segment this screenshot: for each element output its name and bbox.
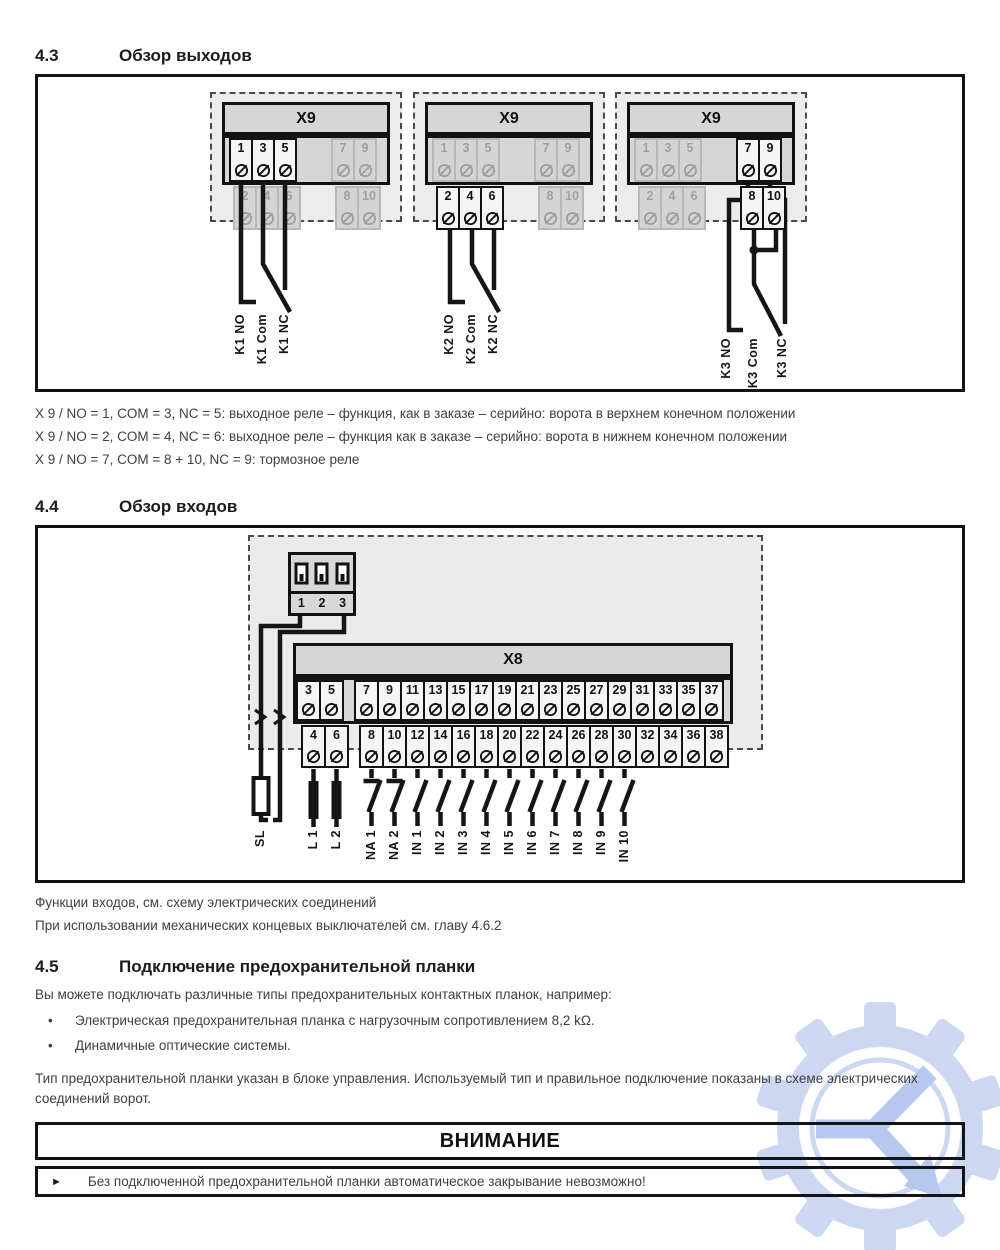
component-label: SL xyxy=(253,830,267,847)
screw-terminal-icon xyxy=(763,163,778,178)
x9-relay-k3-diagram xyxy=(615,92,807,392)
terminal-number: 8 xyxy=(748,189,756,203)
screw-terminal-icon xyxy=(683,163,698,178)
screw-terminal-icon xyxy=(565,211,580,226)
screw-terminal-icon xyxy=(256,163,271,178)
terminal-cell xyxy=(446,680,471,721)
no-switch-icon xyxy=(484,769,496,826)
screw-terminal-icon xyxy=(612,702,627,717)
terminal-number: 17 xyxy=(474,683,489,697)
terminal-number: 10 xyxy=(767,189,781,203)
terminal-number: 8 xyxy=(368,728,375,742)
screw-terminal-icon xyxy=(278,163,293,178)
terminal-cell xyxy=(538,186,562,230)
nc-switch-icon xyxy=(364,769,381,826)
terminal-cell xyxy=(277,186,301,230)
screw-terminal-icon xyxy=(234,163,249,178)
no-switch-icon xyxy=(576,769,588,826)
terminal-number: 1 xyxy=(440,141,448,155)
component-label: IN 4 xyxy=(479,830,493,855)
pin-number: 3 xyxy=(339,595,347,610)
component-label: IN 2 xyxy=(433,830,447,855)
terminal-cell xyxy=(331,138,355,182)
terminal-cell xyxy=(432,138,456,182)
terminal-number: 23 xyxy=(543,683,558,697)
terminal-cell xyxy=(762,186,786,230)
no-switch-icon xyxy=(461,769,473,826)
screw-terminal-icon xyxy=(359,702,374,717)
terminal-number: 10 xyxy=(387,728,402,742)
terminal-cell xyxy=(357,186,381,230)
outputs-notes xyxy=(35,402,965,471)
note-line: При использовании механических концевых выключателей см. главу 4.6.2 xyxy=(35,918,502,933)
terminal-cell xyxy=(740,186,764,230)
terminal-number: 2 xyxy=(646,189,654,203)
terminal-cell xyxy=(682,186,706,230)
terminal-cell xyxy=(561,680,586,721)
wire-label: K3 NO xyxy=(719,338,733,379)
terminal-number: 6 xyxy=(690,189,698,203)
outputs-diagram-frame xyxy=(35,74,965,392)
nc-switch-icon xyxy=(387,769,404,826)
terminal-number: 11 xyxy=(405,683,420,697)
screw-terminal-icon xyxy=(543,211,558,226)
terminal-number: 3 xyxy=(664,141,672,155)
screw-terminal-icon xyxy=(301,702,316,717)
screw-terminal-icon xyxy=(741,163,756,178)
terminal-number: 34 xyxy=(663,728,678,742)
screw-terminal-icon xyxy=(451,702,466,717)
component-label: IN 10 xyxy=(617,830,631,863)
terminal-number: 4 xyxy=(668,189,676,203)
note-line: X 9 / NO = 1, COM = 3, NC = 5: выходное реле – функция, как в заказе – серийно: ворота в верхнем конечном положении xyxy=(35,406,796,421)
terminal-number: 5 xyxy=(328,683,335,697)
bullet-item xyxy=(35,1011,965,1030)
screw-terminal-icon xyxy=(709,749,724,764)
bullet-item xyxy=(35,1036,965,1055)
screw-terminal-icon xyxy=(687,211,702,226)
section-title: Подключение предохранительной планки xyxy=(119,957,476,976)
x9-relay-k1-diagram xyxy=(210,92,402,392)
attention-header-box xyxy=(35,1122,965,1160)
terminal-row-even xyxy=(235,185,381,231)
pin-number: 2 xyxy=(318,595,326,610)
terminal-cell xyxy=(660,186,684,230)
terminal-cell xyxy=(353,138,377,182)
component-label: IN 8 xyxy=(571,830,585,855)
type-note-paragraph: Тип предохранительной планки указан в блоке управления. Используемый тип и правильное подключение показаны в схеме электрических соединений ворот. xyxy=(35,1071,918,1106)
screw-terminal-icon xyxy=(704,702,719,717)
terminal-number: 6 xyxy=(285,189,293,203)
terminal-cell xyxy=(634,138,658,182)
terminal-cell xyxy=(538,680,563,721)
terminal-number: 9 xyxy=(386,683,393,697)
screw-terminal-icon xyxy=(329,749,344,764)
wire-label: K1 Com xyxy=(255,314,269,365)
screw-terminal-icon xyxy=(745,211,760,226)
screw-terminal-icon xyxy=(459,163,474,178)
screw-terminal-icon xyxy=(481,163,496,178)
warning-note-box xyxy=(35,1166,965,1197)
terminal-number: 13 xyxy=(428,683,443,697)
terminal-cell xyxy=(681,725,706,768)
terminal-number: 20 xyxy=(502,728,517,742)
inputs-notes xyxy=(35,891,965,937)
terminal-cell xyxy=(423,680,448,721)
wire-label: K2 Com xyxy=(464,314,478,365)
terminal-row-even xyxy=(640,185,786,231)
terminal-cell xyxy=(255,186,279,230)
wire-label: K2 NO xyxy=(442,314,456,355)
terminal-cell xyxy=(458,186,482,230)
terminal-number: 2 xyxy=(241,189,249,203)
screw-terminal-icon xyxy=(441,211,456,226)
inputs-diagram-frame xyxy=(35,525,965,883)
terminal-cell xyxy=(497,725,522,768)
screw-terminal-icon xyxy=(594,749,609,764)
terminal-cell xyxy=(492,680,517,721)
screw-terminal-icon xyxy=(571,749,586,764)
screw-terminal-icon xyxy=(548,749,563,764)
bullet-text: Электрическая предохранительная планка с нагрузочным сопротивлением 8,2 kΩ. xyxy=(75,1013,595,1028)
terminal-cell xyxy=(515,680,540,721)
terminal-cell xyxy=(699,680,724,721)
resistor-icon xyxy=(254,778,269,814)
terminal-cell xyxy=(273,138,297,182)
terminal-number: 31 xyxy=(635,683,650,697)
terminal-number: 37 xyxy=(704,683,719,697)
note-line: X 9 / NO = 2, COM = 4, NC = 6: выходное реле – функция как в заказе – серийно: ворота в нижнем конечном положении xyxy=(35,429,788,444)
screw-terminal-icon xyxy=(364,749,379,764)
bullet-text: Динамичные оптические системы. xyxy=(75,1038,291,1053)
terminal-cell xyxy=(607,680,632,721)
terminal-block-label: X9 xyxy=(627,102,795,135)
pin-number: 1 xyxy=(297,595,305,610)
terminal-cell xyxy=(638,186,662,230)
terminal-cell xyxy=(301,725,326,768)
screw-terminal-icon xyxy=(767,211,782,226)
screw-terminal-icon xyxy=(543,702,558,717)
section-number: 4.5 xyxy=(35,957,59,976)
component-label: IN 7 xyxy=(548,830,562,855)
screw-terminal-icon xyxy=(640,749,655,764)
terminal-number: 38 xyxy=(709,728,724,742)
screw-terminal-icon xyxy=(358,163,373,178)
wire-label: K2 NC xyxy=(486,314,500,355)
terminal-cell xyxy=(678,138,702,182)
component-label: IN 3 xyxy=(456,830,470,855)
warning-text: Без подключенной предохранительной планки автоматическое закрывание невозможно! xyxy=(87,1174,646,1189)
terminal-cell xyxy=(436,186,460,230)
wire-label: K3 NC xyxy=(775,338,789,379)
screw-terminal-icon xyxy=(410,749,425,764)
terminal-cell xyxy=(736,138,760,182)
section-4-5-heading xyxy=(35,957,965,977)
screw-terminal-icon xyxy=(561,163,576,178)
terminal-number: 9 xyxy=(564,141,572,155)
terminal-number: 2 xyxy=(444,189,452,203)
section-title: Обзор входов xyxy=(119,497,238,516)
component-label: IN 1 xyxy=(410,830,424,855)
terminal-cell xyxy=(560,186,584,230)
no-switch-icon xyxy=(415,769,427,826)
screw-terminal-icon xyxy=(387,749,402,764)
terminal-cell xyxy=(451,725,476,768)
terminal-number: 4 xyxy=(310,728,317,742)
terminal-cell xyxy=(658,725,683,768)
terminal-number: 7 xyxy=(542,141,550,155)
screw-terminal-icon xyxy=(643,211,658,226)
terminal-number: 21 xyxy=(520,683,535,697)
component-label: IN 6 xyxy=(525,830,539,855)
note-line: X 9 / NO = 7, COM = 8 + 10, NC = 9: тормозное реле xyxy=(35,452,360,467)
terminal-number: 36 xyxy=(686,728,701,742)
warning-arrow-icon: ► xyxy=(51,1175,62,1188)
terminal-number: 12 xyxy=(410,728,425,742)
component-label: IN 5 xyxy=(502,830,516,855)
terminal-number: 25 xyxy=(566,683,581,697)
wire-label: K1 NC xyxy=(277,314,291,355)
terminal-row-even xyxy=(303,724,729,769)
terminal-cell xyxy=(474,725,499,768)
terminal-number: 14 xyxy=(433,728,448,742)
no-switch-icon xyxy=(530,769,542,826)
terminal-number: 30 xyxy=(617,728,632,742)
bullet-glyph: • xyxy=(48,1038,53,1053)
component-label: L 2 xyxy=(329,830,343,850)
terminal-cell xyxy=(359,725,384,768)
terminal-cell xyxy=(612,725,637,768)
terminal-cell xyxy=(476,138,500,182)
terminal-number: 18 xyxy=(479,728,494,742)
terminal-cell xyxy=(405,725,430,768)
terminal-number: 19 xyxy=(497,683,512,697)
screw-terminal-icon xyxy=(437,163,452,178)
section-4-3-heading xyxy=(35,46,965,66)
terminal-number: 6 xyxy=(333,728,340,742)
terminal-number: 5 xyxy=(484,141,492,155)
no-switch-icon xyxy=(599,769,611,826)
terminal-number: 8 xyxy=(343,189,351,203)
lamp-icon xyxy=(309,781,319,819)
terminal-number: 1 xyxy=(237,141,245,155)
terminal-cell xyxy=(480,186,504,230)
screw-terminal-icon xyxy=(635,702,650,717)
terminal-number: 4 xyxy=(263,189,271,203)
terminal-cell xyxy=(584,680,609,721)
attention-title: ВНИМАНИЕ xyxy=(439,1129,561,1152)
terminal-row-odd xyxy=(222,135,390,185)
screw-terminal-icon xyxy=(456,749,471,764)
note-line: Функции входов, см. схему электрических соединений xyxy=(35,895,377,910)
component-label: NA 1 xyxy=(364,830,378,861)
screw-terminal-icon xyxy=(661,163,676,178)
section-4-4-heading xyxy=(35,497,965,517)
no-switch-icon xyxy=(622,769,634,826)
terminal-number: 16 xyxy=(456,728,471,742)
no-switch-icon xyxy=(553,769,565,826)
wire-label: K3 Com xyxy=(746,338,760,389)
terminal-cell xyxy=(758,138,782,182)
screw-terminal-icon xyxy=(589,702,604,717)
terminal-cell xyxy=(635,725,660,768)
terminal-cell xyxy=(566,725,591,768)
terminal-cell xyxy=(382,725,407,768)
terminal-cell xyxy=(543,725,568,768)
screw-terminal-icon xyxy=(681,702,696,717)
terminal-row-odd xyxy=(425,135,593,185)
terminal-number: 15 xyxy=(451,683,466,697)
terminal-number: 7 xyxy=(744,141,752,155)
terminal-number: 9 xyxy=(766,141,774,155)
terminal-cell xyxy=(428,725,453,768)
component-label: L 1 xyxy=(306,830,320,850)
terminal-row-odd xyxy=(293,677,733,724)
screw-terminal-icon xyxy=(282,211,297,226)
screw-terminal-icon xyxy=(502,749,517,764)
terminal-cell xyxy=(630,680,655,721)
terminal-cell xyxy=(229,138,253,182)
screw-terminal-icon xyxy=(306,749,321,764)
screw-terminal-icon xyxy=(382,702,397,717)
screw-terminal-icon xyxy=(405,702,420,717)
no-switch-icon xyxy=(507,769,519,826)
terminal-row-even xyxy=(438,185,584,231)
section-title: Обзор выходов xyxy=(119,46,252,65)
terminal-number: 9 xyxy=(361,141,369,155)
terminal-number: 32 xyxy=(640,728,655,742)
screw-terminal-icon xyxy=(539,163,554,178)
terminal-number: 1 xyxy=(642,141,650,155)
terminal-block-label: X8 xyxy=(293,643,733,677)
terminal-cell xyxy=(233,186,257,230)
screw-terminal-icon xyxy=(566,702,581,717)
terminal-cell xyxy=(377,680,402,721)
screw-terminal-icon xyxy=(362,211,377,226)
terminal-cell xyxy=(534,138,558,182)
screw-terminal-icon xyxy=(340,211,355,226)
terminal-number: 24 xyxy=(548,728,563,742)
terminal-number: 3 xyxy=(305,683,312,697)
screw-terminal-icon xyxy=(639,163,654,178)
terminal-number: 8 xyxy=(546,189,554,203)
terminal-row-odd xyxy=(627,135,795,185)
screw-terminal-icon xyxy=(428,702,443,717)
terminal-cell xyxy=(454,138,478,182)
screw-terminal-icon xyxy=(336,163,351,178)
bullet-glyph: • xyxy=(48,1013,53,1028)
terminal-block-label: X9 xyxy=(222,102,390,135)
terminal-cell xyxy=(653,680,678,721)
terminal-cell xyxy=(354,680,379,721)
terminal-number: 5 xyxy=(281,141,289,155)
screw-terminal-icon xyxy=(324,702,339,717)
terminal-block-label: X9 xyxy=(425,102,593,135)
screw-terminal-icon xyxy=(238,211,253,226)
screw-terminal-icon xyxy=(485,211,500,226)
section-number: 4.4 xyxy=(35,497,59,516)
terminal-cell xyxy=(319,680,344,721)
terminal-number: 26 xyxy=(571,728,586,742)
terminal-number: 4 xyxy=(466,189,474,203)
terminal-cell xyxy=(335,186,359,230)
terminal-cell xyxy=(251,138,275,182)
screw-terminal-icon xyxy=(433,749,448,764)
screw-terminal-icon xyxy=(479,749,494,764)
terminal-number: 22 xyxy=(525,728,540,742)
screw-terminal-icon xyxy=(520,702,535,717)
wire-label: K1 NO xyxy=(233,314,247,355)
section-number: 4.3 xyxy=(35,46,59,65)
screw-terminal-icon xyxy=(463,211,478,226)
terminal-cell xyxy=(296,680,321,721)
terminal-number: 7 xyxy=(339,141,347,155)
terminal-cell xyxy=(400,680,425,721)
terminal-cell xyxy=(676,680,701,721)
screw-terminal-icon xyxy=(474,702,489,717)
lamp-icon xyxy=(332,781,342,819)
screw-terminal-icon xyxy=(665,211,680,226)
no-switch-icon xyxy=(438,769,450,826)
screw-terminal-icon xyxy=(525,749,540,764)
terminal-number: 10 xyxy=(565,189,579,203)
terminal-number: 3 xyxy=(462,141,470,155)
terminal-number: 28 xyxy=(594,728,609,742)
terminal-cell xyxy=(556,138,580,182)
screw-terminal-icon xyxy=(617,749,632,764)
terminal-cell xyxy=(704,725,729,768)
terminal-number: 5 xyxy=(686,141,694,155)
screw-terminal-icon xyxy=(658,702,673,717)
terminal-number: 29 xyxy=(612,683,627,697)
screw-terminal-icon xyxy=(663,749,678,764)
intro-paragraph: Вы можете подключать различные типы предохранительных контактных планок, например: xyxy=(35,987,612,1002)
terminal-cell xyxy=(324,725,349,768)
terminal-number: 33 xyxy=(658,683,673,697)
terminal-cell xyxy=(520,725,545,768)
component-label: NA 2 xyxy=(387,830,401,861)
terminal-cell xyxy=(469,680,494,721)
terminal-cell xyxy=(589,725,614,768)
terminal-number: 35 xyxy=(681,683,696,697)
terminal-number: 27 xyxy=(589,683,604,697)
x9-relay-k2-diagram xyxy=(413,92,605,392)
terminal-number: 3 xyxy=(259,141,267,155)
screw-terminal-icon xyxy=(497,702,512,717)
screw-terminal-icon xyxy=(686,749,701,764)
terminal-number: 6 xyxy=(488,189,496,203)
terminal-cell xyxy=(656,138,680,182)
screw-terminal-icon xyxy=(260,211,275,226)
terminal-number: 10 xyxy=(362,189,376,203)
component-label: IN 9 xyxy=(594,830,608,855)
terminal-number: 7 xyxy=(363,683,370,697)
